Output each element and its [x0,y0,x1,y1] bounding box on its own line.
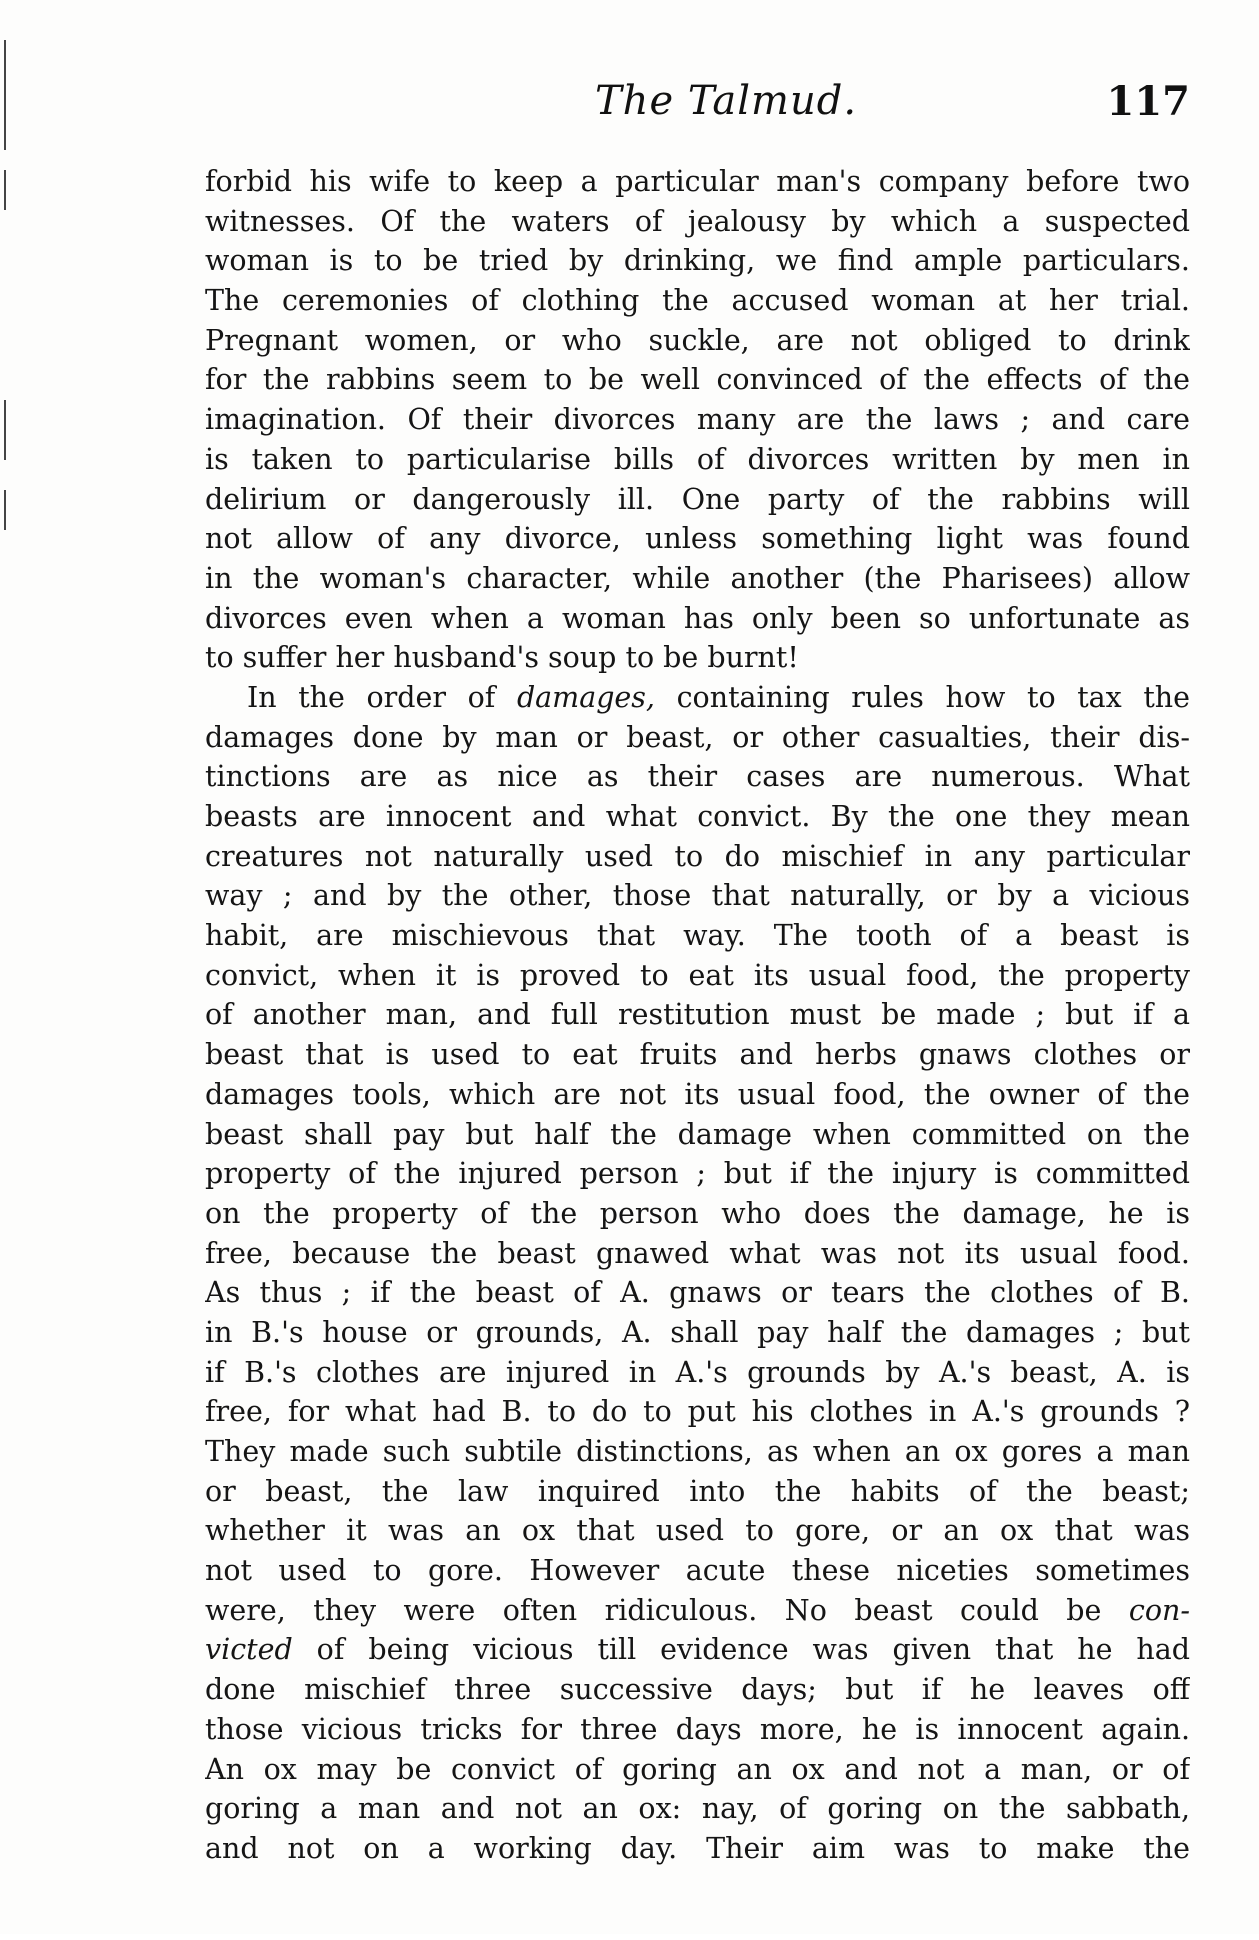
text-line: of another man, and full restitution must be made ; but if a [205,998,1190,1032]
text-line: not used to gore. However acute these niceties sometimes [205,1554,1190,1588]
text-line: They made such subtile distinctions, as when an ox gores a man [205,1435,1190,1468]
text-line: if B.'s clothes are injured in A.'s grounds by A.'s beast, A. is [205,1355,1190,1389]
text-line: damages done by man or beast, or other casualties, their dis- [205,720,1190,754]
text-run: containing rules how to tax the [654,680,1190,714]
text-line: to suffer her husband's soup to be burnt! [205,641,799,675]
text-line: whether it was an ox that used to gore, or an ox that was [205,1514,1190,1548]
page-header [205,78,1190,128]
text-line: on the property of the person who does the damage, he is [205,1196,1190,1230]
body-text [205,162,1190,1869]
text-line: those vicious tricks for three days more, he is innocent again. [205,1712,1190,1746]
paragraph-1 [205,162,1190,678]
text-line: An ox may be convict of goring an ox and not a man, or of [205,1752,1190,1786]
text-line: in B.'s house or grounds, A. shall pay half the damages ; but [205,1315,1190,1349]
text-line: Pregnant women, or who suckle, are not obliged to drink [205,323,1190,357]
text-line [205,1630,1190,1670]
text-line: delirium or dangerously ill. One party of the rabbins will [205,482,1190,516]
text-line: witnesses. Of the waters of jealousy by which a suspected [205,204,1190,238]
text-run: were, they were often ridiculous. No beast could be [205,1593,1129,1627]
text-line: woman is to be tried by drinking, we find ample particulars. [205,244,1190,278]
text-line [205,1591,1190,1631]
text-line: imagination. Of their divorces many are the laws ; and care [205,403,1190,437]
text-line: tinctions are as nice as their cases are numerous. What [205,760,1190,794]
text-line: beasts are innocent and what convict. By the one they mean [205,800,1190,833]
text-line: not allow of any divorce, unless something light was found [205,522,1190,556]
italic-term-damages: damages, [516,680,655,714]
text-line: is taken to particularise bills of divorces written by men in [205,442,1190,476]
text-line: damages tools, which are not its usual food, the owner of the [205,1077,1190,1111]
text-run: In the order of [247,680,517,714]
text-line: habit, are mischievous that way. The tooth of a beast is [205,919,1190,953]
text-line: goring a man and not an ox: nay, of goring on the sabbath, [205,1792,1190,1826]
italic-term-convicted-part2: victed [205,1633,293,1667]
text-line [205,678,1190,718]
text-line: or beast, the law inquired into the habits of the beast; [205,1474,1190,1508]
text-line: forbid his wife to keep a particular man's company before two [205,165,1190,198]
text-line: divorces even when a woman has only been so unfortunate as [205,601,1190,635]
text-line: property of the injured person ; but if the injury is committed [205,1157,1190,1191]
text-line: creatures not naturally used to do mischief in any particular [205,839,1190,873]
text-line: for the rabbins seem to be well convinced of the effects of the [205,363,1190,397]
text-line: done mischief three successive days; but if he leaves off [205,1673,1190,1707]
text-line: convict, when it is proved to eat its usual food, the property [205,958,1190,992]
text-line: and not on a working day. Their aim was to make the [205,1831,1190,1865]
text-line: free, for what had B. to do to put his clothes in A.'s grounds ? [205,1395,1190,1429]
text-run: of being vicious till evidence was given that he had [292,1633,1190,1667]
margin-scan-marks [0,40,14,1940]
italic-term-convicted-part1: con- [1128,1593,1190,1627]
running-title: The Talmud. [595,78,858,124]
text-line: free, because the beast gnawed what was not its usual food. [205,1236,1190,1270]
text-line: As thus ; if the beast of A. gnaws or tears the clothes of B. [205,1276,1190,1310]
page-number: 117 [1106,78,1190,125]
text-line: way ; and by the other, those that naturally, or by a vicious [205,879,1190,913]
text-line: in the woman's character, while another (the Pharisees) allow [205,561,1190,595]
text-line: beast shall pay but half the damage when committed on the [205,1117,1190,1151]
paragraph-2 [205,678,1190,1869]
text-line: beast that is used to eat fruits and herbs gnaws clothes or [205,1038,1190,1072]
text-line: The ceremonies of clothing the accused woman at her trial. [205,284,1190,318]
